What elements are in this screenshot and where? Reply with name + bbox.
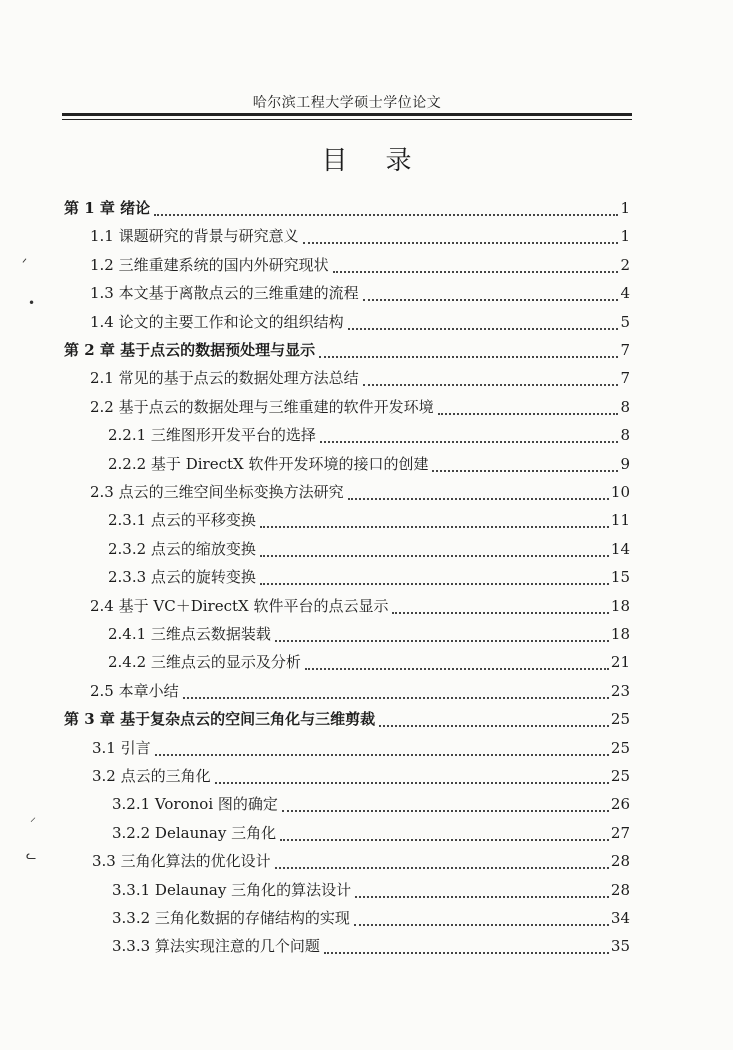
toc-entry[interactable] bbox=[90, 253, 630, 277]
toc-entry[interactable] bbox=[112, 906, 630, 930]
toc-entry-page: 7 bbox=[620, 341, 630, 359]
toc-leader-dots bbox=[155, 734, 609, 756]
toc-entry-page: 14 bbox=[610, 539, 630, 558]
toc-entry-page: 35 bbox=[610, 937, 630, 956]
header-rule-thick bbox=[62, 113, 632, 116]
toc-entry-label: 2.5 本章小结 bbox=[90, 681, 179, 700]
toc-entry-page: 25 bbox=[610, 767, 630, 785]
toc-entry[interactable] bbox=[92, 764, 630, 788]
toc-entry[interactable] bbox=[108, 423, 630, 447]
toc-leader-dots bbox=[183, 677, 609, 699]
toc-entry-label: 3.3.1 Delaunay 三角化的算法设计 bbox=[112, 880, 352, 899]
toc-entry-page: 4 bbox=[620, 284, 630, 303]
scan-mark: ᓚ bbox=[26, 848, 37, 862]
toc-entry[interactable] bbox=[90, 679, 630, 703]
toc-leader-dots bbox=[438, 393, 619, 415]
toc-leader-dots bbox=[354, 904, 609, 926]
toc-entry[interactable] bbox=[90, 395, 630, 419]
toc-entry-label: 1.1 课题研究的背景与研究意义 bbox=[90, 227, 299, 246]
toc-entry-label: 1.4 论文的主要工作和论文的组织结构 bbox=[90, 312, 344, 331]
toc-entry[interactable] bbox=[108, 508, 630, 532]
toc-leader-dots bbox=[275, 620, 609, 642]
toc-entry-label: 2.2.2 基于 DirectX 软件开发环境的接口的创建 bbox=[108, 454, 429, 473]
toc-entry-label: 3.3.3 算法实现注意的几个问题 bbox=[112, 937, 320, 956]
toc-leader-dots bbox=[363, 364, 619, 386]
toc-title: 目录 bbox=[321, 146, 450, 176]
toc-leader-dots bbox=[324, 932, 609, 954]
toc-leader-dots bbox=[154, 194, 618, 216]
toc-entry-label: 2.1 常见的基于点云的数据处理方法总结 bbox=[90, 369, 359, 388]
toc-entry-label: 1.2 三维重建系统的国内外研究现状 bbox=[90, 255, 329, 274]
toc-entry-label: 2.3.1 点云的平移变换 bbox=[108, 511, 256, 530]
toc-entry-label: 1.3 本文基于离散点云的三维重建的流程 bbox=[90, 284, 359, 303]
toc-leader-dots bbox=[215, 762, 609, 784]
toc-entry-page: 7 bbox=[620, 369, 630, 388]
toc-entry[interactable] bbox=[108, 565, 630, 589]
toc-entry-page: 26 bbox=[610, 795, 630, 814]
toc-leader-dots bbox=[275, 847, 609, 869]
toc-leader-dots bbox=[260, 563, 609, 585]
toc-leader-dots bbox=[363, 279, 619, 301]
toc-entry-label: 第 1 章 绪论 bbox=[64, 199, 151, 217]
toc-entry-page: 34 bbox=[610, 909, 630, 927]
toc-entry-label: 2.3 点云的三维空间坐标变换方法研究 bbox=[90, 483, 344, 501]
toc-leader-dots bbox=[319, 336, 618, 358]
toc-entry-label: 3.2.1 Voronoi 图的确定 bbox=[112, 795, 278, 814]
toc-entry[interactable] bbox=[92, 736, 630, 760]
toc-entry[interactable] bbox=[112, 792, 630, 816]
toc-leader-dots bbox=[303, 222, 619, 244]
toc-entry-page: 25 bbox=[610, 738, 630, 757]
toc-entry[interactable] bbox=[108, 452, 630, 476]
toc-entry-page: 10 bbox=[610, 483, 630, 501]
toc-entry[interactable] bbox=[64, 196, 630, 220]
toc-leader-dots bbox=[348, 478, 609, 500]
toc-entry-label: 2.2.1 三维图形开发平台的选择 bbox=[108, 426, 316, 445]
toc-entry-page: 21 bbox=[610, 653, 630, 672]
toc-entry[interactable] bbox=[64, 707, 630, 731]
toc-entry-label: 3.3.2 三角化数据的存储结构的实现 bbox=[112, 909, 350, 927]
toc-leader-dots bbox=[348, 308, 619, 330]
toc-entry[interactable] bbox=[90, 480, 630, 504]
toc-entry-page: 18 bbox=[610, 625, 630, 643]
toc-entry[interactable] bbox=[92, 849, 630, 873]
toc-leader-dots bbox=[432, 450, 618, 472]
scan-mark: ⸝ bbox=[30, 810, 37, 824]
toc-entry[interactable] bbox=[64, 338, 630, 362]
toc-entry-label: 3.3 三角化算法的优化设计 bbox=[92, 852, 271, 871]
toc-entry-page: 1 bbox=[620, 227, 630, 246]
toc-leader-dots bbox=[280, 819, 609, 841]
toc-entry-page: 23 bbox=[610, 681, 630, 700]
toc-entry-page: 8 bbox=[620, 426, 630, 445]
toc-entry[interactable] bbox=[90, 224, 630, 248]
toc-entry-page: 11 bbox=[610, 511, 630, 530]
header-rule-thin bbox=[62, 119, 632, 120]
toc-entry[interactable] bbox=[90, 310, 630, 334]
toc-leader-dots bbox=[260, 506, 609, 528]
toc-leader-dots bbox=[320, 421, 619, 443]
toc-entry-page: 2 bbox=[620, 255, 630, 274]
toc-entry[interactable] bbox=[112, 878, 630, 902]
toc-entry[interactable] bbox=[108, 622, 630, 646]
toc-entry-label: 2.2 基于点云的数据处理与三维重建的软件开发环境 bbox=[90, 397, 434, 416]
toc-entry-page: 27 bbox=[610, 823, 630, 842]
scan-mark: ᐟ bbox=[22, 256, 28, 270]
scan-mark: • bbox=[28, 296, 36, 310]
toc-entry-label: 2.3.3 点云的旋转变换 bbox=[108, 568, 256, 587]
toc-entry-page: 15 bbox=[610, 568, 630, 587]
toc-entry-page: 8 bbox=[620, 397, 630, 416]
toc-entry-page: 9 bbox=[620, 454, 630, 473]
toc-entry-page: 28 bbox=[610, 852, 630, 871]
toc-entry-page: 28 bbox=[610, 880, 630, 899]
running-header: 哈尔滨工程大学硕士学位论文 bbox=[252, 95, 442, 111]
toc-leader-dots bbox=[305, 648, 609, 670]
toc-entry[interactable] bbox=[90, 366, 630, 390]
toc-entry-page: 5 bbox=[620, 312, 630, 331]
toc-leader-dots bbox=[333, 251, 619, 273]
toc-entry-label: 2.4.2 三维点云的显示及分析 bbox=[108, 653, 301, 672]
toc-leader-dots bbox=[260, 535, 609, 557]
toc-leader-dots bbox=[282, 790, 609, 812]
toc-leader-dots bbox=[379, 705, 609, 727]
toc-entry-label: 2.4 基于 VC＋DirectX 软件平台的点云显示 bbox=[90, 596, 389, 615]
toc-entry[interactable] bbox=[90, 281, 630, 305]
toc-entry[interactable] bbox=[112, 821, 630, 845]
toc-entry-label: 第 3 章 基于复杂点云的空间三角化与三维剪裁 bbox=[64, 710, 376, 729]
toc-entry-label: 第 2 章 基于点云的数据预处理与显示 bbox=[64, 341, 316, 359]
toc-entry-label: 2.4.1 三维点云数据装载 bbox=[108, 625, 271, 643]
toc-entry-page: 25 bbox=[610, 710, 630, 729]
toc-entry-label: 3.2 点云的三角化 bbox=[92, 767, 211, 785]
toc-entry[interactable] bbox=[112, 934, 630, 958]
toc-entry[interactable] bbox=[108, 650, 630, 674]
toc-entry-label: 2.3.2 点云的缩放变换 bbox=[108, 539, 256, 558]
toc-entry-label: 3.1 引言 bbox=[92, 738, 151, 757]
toc-entry-label: 3.2.2 Delaunay 三角化 bbox=[112, 823, 277, 842]
toc-leader-dots bbox=[392, 592, 608, 614]
toc-entry[interactable] bbox=[108, 537, 630, 561]
toc-entry-page: 1 bbox=[620, 199, 630, 217]
toc-entry[interactable] bbox=[90, 594, 630, 618]
toc-entry-page: 18 bbox=[610, 596, 630, 615]
toc-leader-dots bbox=[355, 876, 609, 898]
